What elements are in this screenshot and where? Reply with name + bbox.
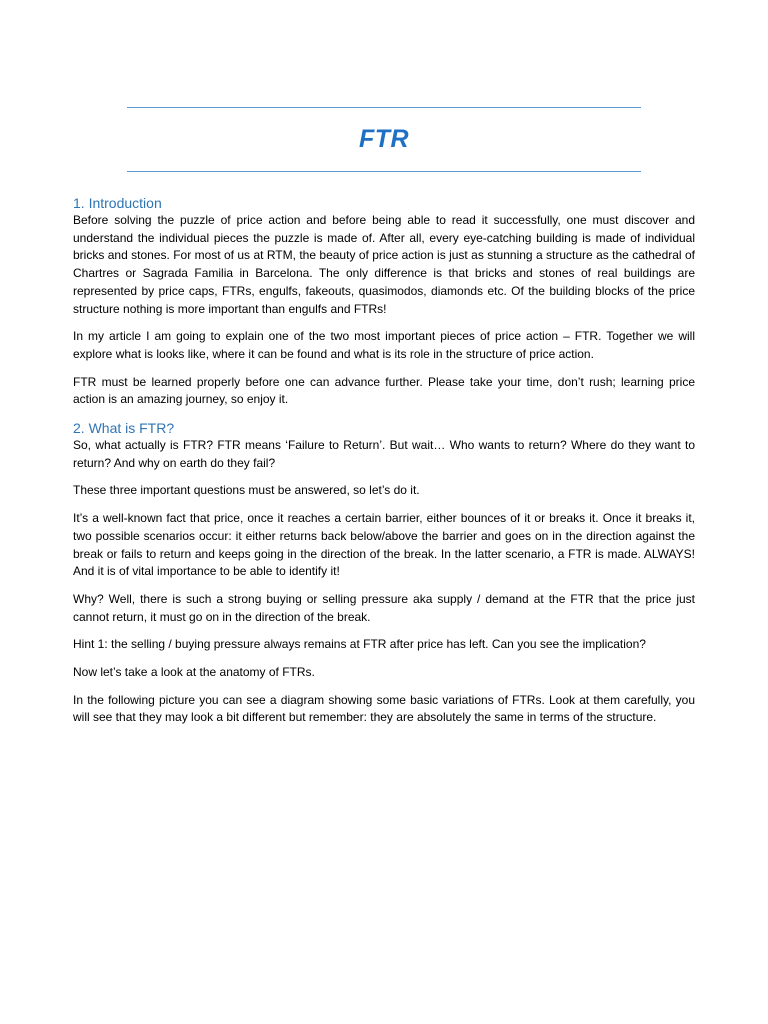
paragraph: So, what actually is FTR? FTR means ‘Failure to Return’. But wait… Who wants to return? Where do they want to return? And why on earth do they fail? <box>73 438 695 470</box>
paragraph: Why? Well, there is such a strong buying or selling pressure aka supply / demand at the FTR that the price just cannot return, it must go on in the direction of the break. <box>73 591 695 624</box>
paragraph: Before solving the puzzle of price action and before being able to read it successfully, one must discover and understand the individual pieces the puzzle is made of. After all, every eye-catching building is made of individual bricks and stones. For most of us at RTM, the beauty of price action is just as stunning a structure as the cathedral of Chartres or Sagrada Familia in Barcelona. The only difference is that bricks and stones of real buildings are represented by price caps, FTRs, engulfs, fakeouts, quasimodos, diamonds etc. Of the building blocks of the price structure nothing is more important than engulfs and FTRs! <box>73 213 695 316</box>
title-bottom-rule <box>127 171 641 172</box>
document-body <box>73 194 695 737</box>
paragraph: In the following picture you can see a diagram showing some basic variations of FTRs. Look at them carefully, you will see that they may look a bit different but remember: they are absolutely the same in terms of the structure. <box>73 692 695 725</box>
paragraph: It’s a well-known fact that price, once it reaches a certain barrier, either bounces of it or breaks it. Once it breaks it, two possible scenarios occur: it either returns back below/above the barrier and goes on in the direction against the break or fails to return and keeps going in the direction of the break. In the latter scenario, a FTR is made. ALWAYS! And it is of vital importance to be able to identify it! <box>73 511 695 579</box>
paragraph: In my article I am going to explain one of the two most important pieces of price action – FTR. Together we will explore what is looks like, where it can be found and what is its role in the structure of price action. <box>73 329 695 361</box>
paragraph: These three important questions must be answered, so let’s do it. <box>73 483 420 498</box>
paragraph: FTR must be learned properly before one can advance further. Please take your time, don’t rush; learning price action is an amazing journey, so enjoy it. <box>73 374 695 407</box>
paragraph: Now let’s take a look at the anatomy of FTRs. <box>73 665 315 680</box>
section-heading: 2. What is FTR? <box>73 420 175 437</box>
title-top-rule <box>127 107 641 108</box>
section-what-is-ftr <box>73 419 695 727</box>
paragraph: Hint 1: the selling / buying pressure always remains at FTR after price has left. Can you see the implication? <box>73 637 646 652</box>
document-title: FTR <box>358 125 410 153</box>
section-heading: 1. Introduction <box>73 195 162 211</box>
section-introduction <box>73 194 695 409</box>
